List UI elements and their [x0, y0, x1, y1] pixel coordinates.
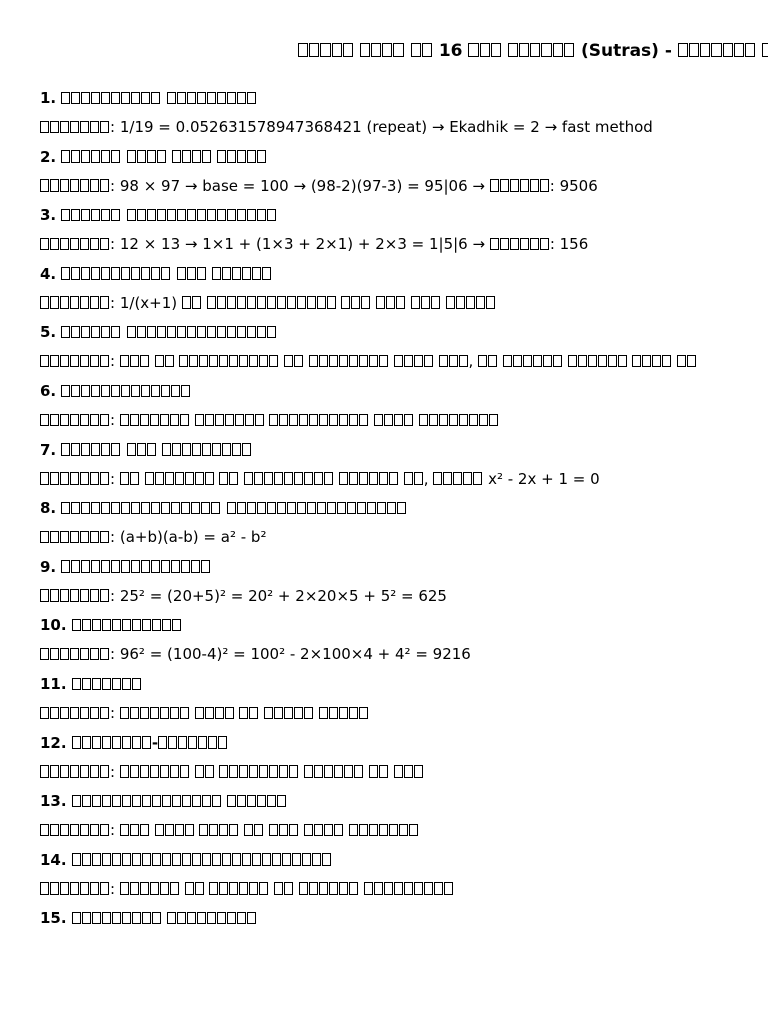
- sutra-name-glyphs: [61, 206, 276, 224]
- sutra-name-glyphs: [61, 265, 271, 283]
- sutra-name-glyphs: [61, 499, 406, 517]
- example-text: [120, 880, 454, 898]
- title-latin: (Sutras) -: [580, 41, 672, 61]
- sutra-number: 13.: [40, 792, 67, 811]
- example-label: :: [40, 294, 115, 312]
- sutra-item: [40, 908, 768, 967]
- example-text: [120, 411, 499, 429]
- sutra-item: [40, 147, 768, 206]
- sutra-name-glyphs: [61, 558, 211, 576]
- sutra-name-glyphs: [72, 675, 142, 693]
- example-label: :: [40, 645, 115, 663]
- sutra-heading: [40, 791, 287, 811]
- example-label: :: [40, 704, 115, 722]
- sutra-number: 5.: [40, 323, 57, 342]
- sutra-name-glyphs: [61, 382, 191, 400]
- sutra-number: 3.: [40, 206, 57, 225]
- sutra-name-glyphs: [72, 851, 332, 869]
- sutra-example: [40, 644, 471, 664]
- sutra-example: [40, 586, 447, 606]
- sutra-example: [40, 234, 588, 254]
- sutra-example: [40, 879, 454, 899]
- sutra-heading: [40, 674, 142, 694]
- result-value: 9506: [559, 176, 598, 195]
- sutra-item: [40, 88, 768, 147]
- sutra-item: [40, 205, 768, 264]
- sutra-name-glyphs: [72, 792, 287, 810]
- sutra-number: 9.: [40, 557, 57, 576]
- sutra-example: [40, 469, 600, 489]
- sutra-example: [40, 703, 369, 723]
- sutra-example: [40, 176, 598, 196]
- sutra-name-glyphs: [61, 441, 251, 459]
- result-value: 156: [559, 235, 589, 254]
- sutra-name-glyphs: [61, 148, 267, 166]
- sutra-example: [40, 351, 697, 371]
- sutra-heading: [40, 733, 228, 753]
- sutra-example: [40, 410, 499, 430]
- example-text: 96² = (100-4)² = 100² - 2×100×4 + 4² = 9216: [119, 645, 471, 664]
- sutra-heading: [40, 264, 272, 284]
- example-label: :: [40, 177, 115, 195]
- title-glyphs: [411, 41, 433, 61]
- sutra-item: [40, 615, 768, 674]
- result-label: :: [490, 177, 560, 195]
- example-label: :: [40, 880, 115, 898]
- sutra-number: 1.: [40, 89, 57, 107]
- example-text: 1/19 = 0.052631578947368421 (repeat) → Ekadhik = 2 → fast method: [119, 118, 653, 136]
- example-label: :: [40, 821, 115, 839]
- title-number: 16: [438, 41, 463, 61]
- example-label: :: [40, 235, 115, 253]
- sutra-number: 2.: [40, 147, 57, 166]
- sutra-heading: [40, 440, 252, 460]
- sutra-heading: [40, 88, 257, 108]
- sutra-number: 15.: [40, 909, 67, 928]
- sutra-name-glyphs: [72, 909, 257, 927]
- sutra-list: [40, 88, 768, 967]
- example-label: :: [40, 587, 115, 605]
- result-label: :: [490, 235, 560, 253]
- example-text: ,: [120, 352, 697, 370]
- sutra-heading: [40, 322, 277, 342]
- example-text: [120, 763, 424, 781]
- sutra-item: [40, 791, 768, 850]
- sutra-number: 11.: [40, 674, 67, 693]
- sutra-item: [40, 733, 768, 792]
- title-glyphs: [360, 41, 405, 61]
- sutra-heading: [40, 205, 277, 225]
- example-text: [120, 821, 419, 839]
- example-label: :: [40, 352, 115, 370]
- sutra-item: [40, 381, 768, 440]
- sutra-item: [40, 264, 768, 323]
- sutra-example: [40, 293, 496, 313]
- title-glyphs: [468, 41, 502, 61]
- title-glyphs: [298, 41, 354, 61]
- sutra-heading: [40, 381, 191, 401]
- title-glyphs: [678, 41, 756, 61]
- sutra-number: 10.: [40, 616, 67, 635]
- sutra-number: 8.: [40, 499, 57, 518]
- example-text: 1/(x+1): [120, 294, 496, 312]
- example-text: [120, 704, 369, 722]
- sutra-item: [40, 850, 768, 909]
- sutra-name-glyphs: [61, 323, 276, 341]
- sutra-heading: [40, 147, 267, 167]
- sutra-number: 6.: [40, 381, 57, 400]
- example-label: :: [40, 118, 115, 136]
- sutra-name-glyphs: [72, 616, 182, 634]
- sutra-number: 4.: [40, 264, 57, 283]
- sutra-item: [40, 440, 768, 499]
- title-glyphs: [762, 41, 768, 61]
- sutra-example: [40, 117, 653, 137]
- sutra-name-glyphs: -: [72, 734, 228, 752]
- example-text: (a+b)(a-b) = a² - b²: [119, 528, 267, 547]
- sutra-number: 12.: [40, 733, 67, 752]
- sutra-number: 14.: [40, 850, 67, 869]
- sutra-example: [40, 762, 424, 782]
- sutra-item: [40, 674, 768, 733]
- example-label: :: [40, 763, 115, 781]
- sutra-number: 7.: [40, 440, 57, 459]
- sutra-example: [40, 820, 419, 840]
- example-label: :: [40, 470, 115, 488]
- document-title: [298, 40, 768, 62]
- example-label: :: [40, 528, 115, 546]
- example-label: :: [40, 411, 115, 429]
- sutra-heading: [40, 850, 332, 870]
- example-text: 98 × 97 → base = 100 → (98-2)(97-3) = 95|06 →: [119, 176, 490, 195]
- sutra-name-glyphs: [61, 89, 256, 107]
- example-text: , x² - 2x + 1 = 0: [120, 470, 600, 488]
- sutra-heading: [40, 498, 407, 518]
- example-text: 25² = (20+5)² = 20² + 2×20×5 + 5² = 625: [119, 586, 447, 605]
- title-glyphs: [508, 41, 575, 61]
- sutra-heading: [40, 615, 182, 635]
- sutra-item: [40, 322, 768, 381]
- sutra-heading: [40, 908, 257, 928]
- sutra-heading: [40, 557, 211, 577]
- sutra-item: [40, 498, 768, 557]
- sutra-example: [40, 527, 266, 547]
- sutra-item: [40, 557, 768, 616]
- example-text: 12 × 13 → 1×1 + (1×3 + 2×1) + 2×3 = 1|5|6 →: [119, 235, 490, 254]
